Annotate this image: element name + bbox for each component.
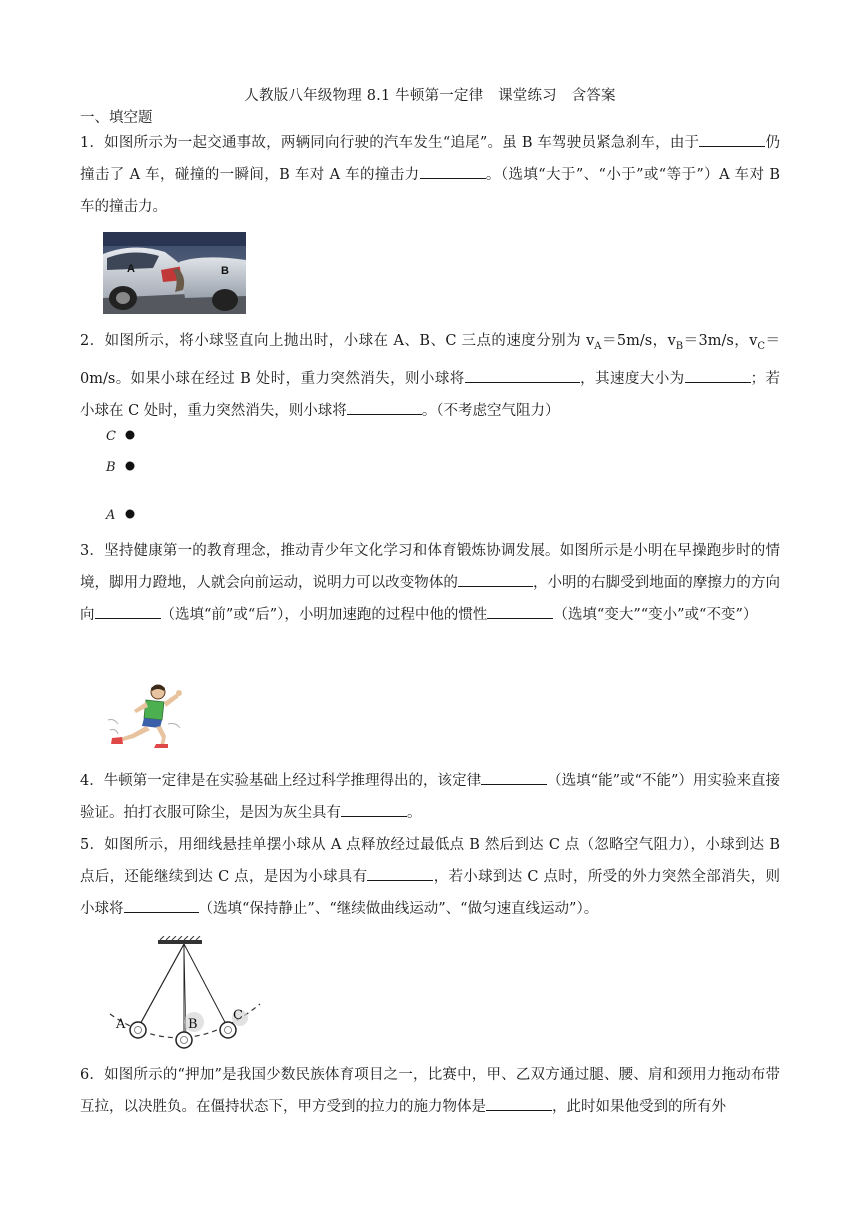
- q4-text-1: 4．牛顿第一定律是在实验基础上经过科学推理得出的，该定律: [80, 773, 482, 789]
- q3-blank-2[interactable]: [95, 601, 161, 619]
- ball-positions-diagram: [102, 424, 152, 524]
- q3-text-3: （选填“前”或“后”），小明加速跑的过程中他的惯性: [160, 607, 488, 623]
- ball-at-a: [126, 510, 135, 519]
- q1-blank-1[interactable]: [699, 129, 765, 147]
- point-b-label: B: [106, 460, 116, 475]
- q2-blank-1[interactable]: [465, 365, 580, 383]
- question-1: [80, 127, 780, 223]
- car-crash-photo: [103, 232, 246, 314]
- q1-blank-2[interactable]: [420, 161, 486, 179]
- point-a-label: A: [106, 508, 116, 523]
- q2-blank-2[interactable]: [685, 365, 751, 383]
- pendulum-label-b: B: [188, 1017, 198, 1032]
- q5-text-2: ，若小球到达 C 点时，所受的外力突然全部消失，则小球将: [80, 869, 780, 917]
- q3-text-2: ，小明的右脚受到地面的摩擦力的方向向: [80, 575, 780, 623]
- q5-text-3: （选填“保持静止”、“继续做曲线运动”、“做匀速直线运动”）。: [198, 901, 599, 917]
- q3-blank-3[interactable]: [487, 601, 553, 619]
- q2-text-7: 。（不考虑空气阻力）: [421, 402, 560, 419]
- pendulum-label-a: A: [116, 1017, 126, 1032]
- ball-at-c: [126, 431, 135, 440]
- q6-blank-1[interactable]: [486, 1093, 552, 1111]
- q5-blank-2[interactable]: [124, 895, 199, 913]
- point-c-label: C: [106, 429, 116, 444]
- q5-text-1: 5．如图所示，用细线悬挂单摆小球从 A 点释放经过最低点 B 然后到达 C 点（忽略空气阻力），小球到达 B 点后，还能继续到达 C 点，是因为小球具有: [80, 837, 780, 885]
- q1-text-1: 1．如图所示为一起交通事故，两辆同向行驶的汽车发生“追尾”。虽 B 车驾驶员紧急刹车，由于: [80, 135, 700, 151]
- q3-text-4: （选填“变大”“变小”或“不变”）: [553, 607, 758, 623]
- question-5: [80, 829, 780, 925]
- q2-text-6: ；若小球在 C 处时，重力突然消失，则小球将: [80, 370, 780, 419]
- question-6: [80, 1059, 780, 1123]
- q4-text-3: 。: [407, 805, 422, 821]
- q2-text-1: 2．如图所示，将小球竖直向上抛出时，小球在 A、B、C 三点的速度分别为 v: [80, 333, 595, 349]
- question-4: [80, 765, 780, 829]
- q1-text-3: 。（选填“大于”、“小于”或“等于”）A 车对 B 车的撞击力。: [80, 167, 780, 215]
- q2-sub-a: A: [594, 340, 602, 352]
- car-a-label: A: [127, 263, 135, 275]
- q4-text-2: （选填“能”或“不能”）用实验来直接验证。拍打衣服可除尘，是因为灰尘具有: [80, 773, 780, 821]
- q4-blank-1[interactable]: [481, 767, 547, 785]
- q4-blank-2[interactable]: [341, 799, 407, 817]
- q2-text-3: ＝3m/s，v: [683, 333, 758, 349]
- ball-at-b: [126, 462, 135, 471]
- q2-sub-b: B: [675, 340, 684, 352]
- running-boy-illustration: [106, 680, 190, 750]
- q2-blank-3[interactable]: [347, 397, 422, 415]
- question-3: [80, 535, 780, 631]
- section-heading: 一、填空题: [80, 110, 153, 126]
- q6-text-2: ，此时如果他受到的所有外: [552, 1099, 726, 1115]
- page-title: 人教版八年级物理 8.1 牛顿第一定律 课堂练习 含答案: [244, 88, 616, 104]
- q2-text-2: ＝5m/s，v: [601, 333, 676, 349]
- q1-text-2: 仍撞击了 A 车，碰撞的一瞬间，B 车对 A 车的撞击力: [80, 135, 781, 183]
- pendulum-label-c: C: [233, 1008, 243, 1023]
- pendulum-diagram: [104, 936, 264, 1050]
- q3-blank-1[interactable]: [458, 569, 533, 587]
- q2-text-4: ＝0m/s。如果小球在经过 B 处时，重力突然消失，则小球将: [80, 333, 781, 387]
- question-2: [80, 325, 780, 427]
- q2-sub-c: C: [757, 340, 766, 352]
- q6-text-1: 6．如图所示的“押加”是我国少数民族体育项目之一，比赛中，甲、乙双方通过腿、腰、肩和颈用力拖动布带互拉，以决胜负。在僵持状态下，甲方受到的拉力的施力物体是: [80, 1067, 780, 1115]
- q5-blank-1[interactable]: [367, 863, 433, 881]
- car-b-label: B: [221, 265, 229, 277]
- q3-text-1: 3．坚持健康第一的教育理念，推动青少年文化学习和体育锻炼协调发展。如图所示是小明在早操跑步时的情境，脚用力蹬地，人就会向前运动，说明力可以改变物体的: [80, 543, 780, 591]
- q2-text-5: ，其速度大小为: [579, 370, 685, 387]
